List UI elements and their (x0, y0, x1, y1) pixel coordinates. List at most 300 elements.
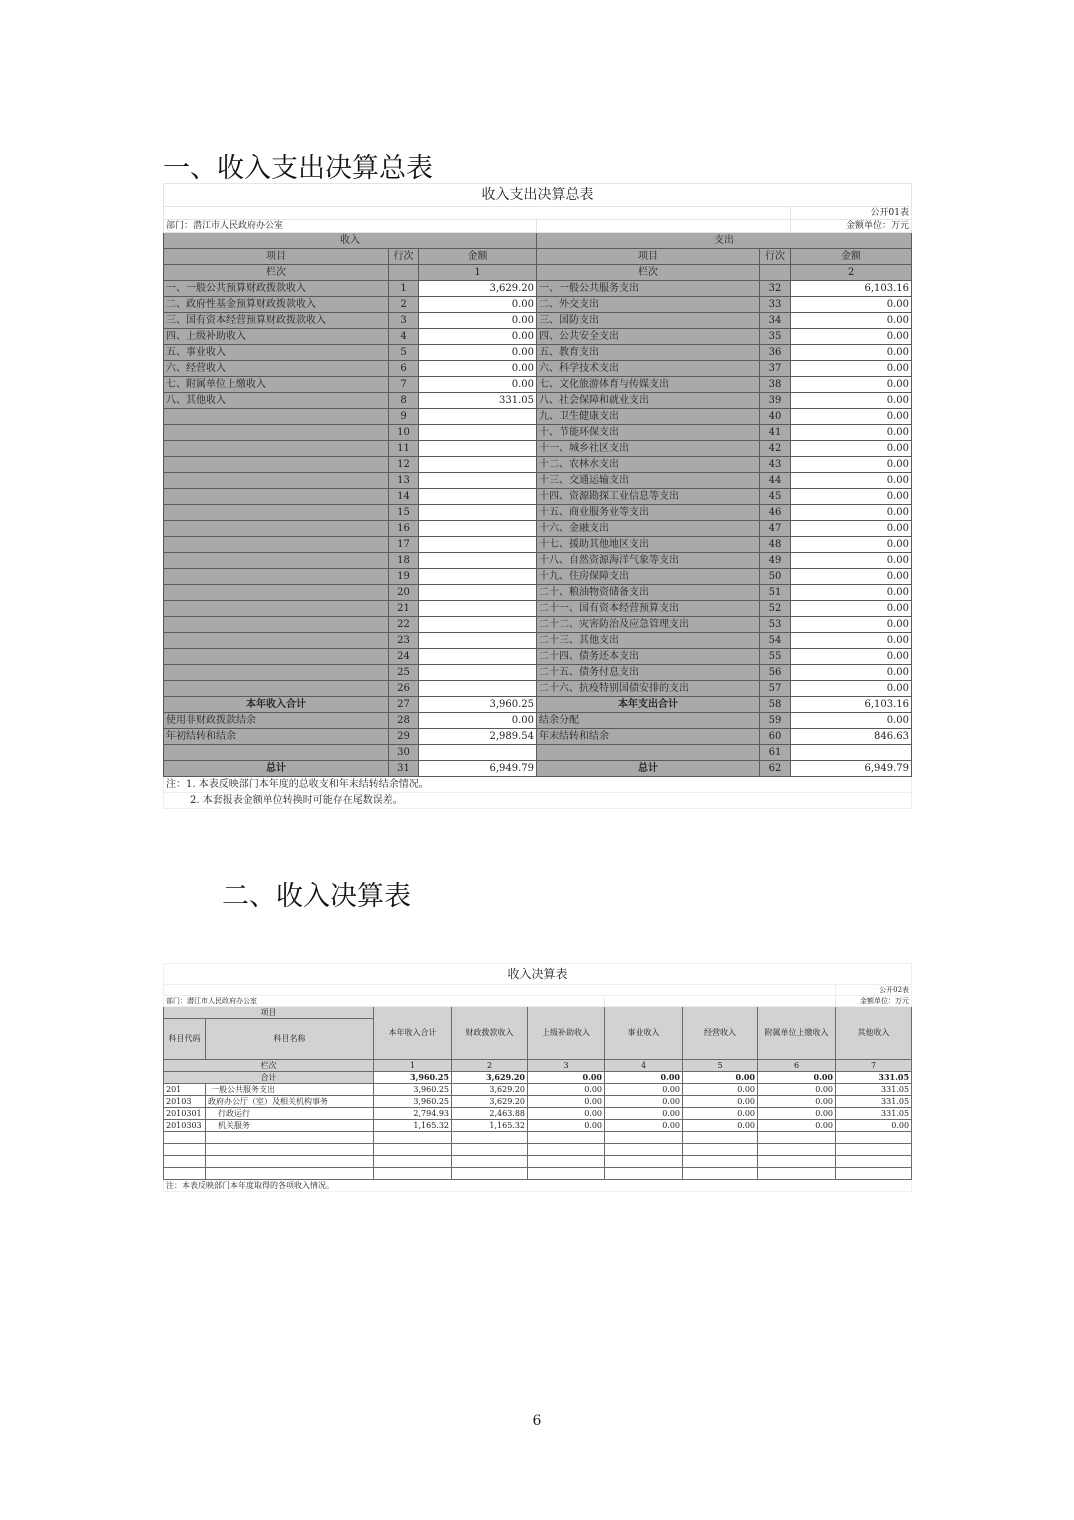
income-item (164, 585, 389, 601)
row-number: 11 (389, 441, 419, 457)
summary-row (164, 377, 912, 393)
expense-total-label: 本年支出合计 (537, 697, 760, 713)
subject-code: 201 (164, 1084, 206, 1096)
row-number: 5 (389, 345, 419, 361)
table1-department: 部门：潜江市人民政府办公室 (164, 220, 537, 233)
table1-unit: 金额单位：万元 (791, 220, 912, 233)
income-amount (419, 617, 537, 633)
row-number: 22 (389, 617, 419, 633)
subject-code: 20103 (164, 1096, 206, 1108)
row-number: 24 (389, 649, 419, 665)
table1-note2: 2. 本套报表金额单位转换时可能存在尾数误差。 (164, 793, 912, 809)
summary-row (164, 569, 912, 585)
expense-item: 二十、粮油物资储备支出 (537, 585, 760, 601)
income-item (164, 473, 389, 489)
income-header: 收入 (164, 233, 537, 249)
income-item (164, 505, 389, 521)
income-value: 0.00 (758, 1084, 836, 1096)
table2-lanci: 栏次 (164, 1060, 374, 1072)
row-number: 55 (760, 649, 791, 665)
income-total-value: 3,960.25 (419, 697, 537, 713)
summary-row (164, 617, 912, 633)
expense-amount: 0.00 (791, 489, 912, 505)
summary-row (164, 329, 912, 345)
income-value: 0.00 (683, 1084, 758, 1096)
income-item: 三、国有资本经营预算财政拨款收入 (164, 313, 389, 329)
row-number: 57 (760, 681, 791, 697)
table2-title: 收入决算表 (164, 964, 912, 985)
income-value: 0.00 (528, 1120, 605, 1132)
income-amount: 0.00 (419, 361, 537, 377)
table2-header-col: 事业收入 (605, 1007, 683, 1060)
total-value: 0.00 (683, 1072, 758, 1084)
expense-item: 四、公共安全支出 (537, 329, 760, 345)
total-value: 3,629.20 (452, 1072, 528, 1084)
income-item (164, 521, 389, 537)
row-number: 43 (760, 457, 791, 473)
expense-amount: 0.00 (791, 441, 912, 457)
income-amount (419, 537, 537, 553)
row-number: 40 (760, 409, 791, 425)
income-amount (419, 665, 537, 681)
summary-row (164, 425, 912, 441)
summary-row (164, 553, 912, 569)
income-value: 0.00 (758, 1108, 836, 1120)
row-number: 7 (389, 377, 419, 393)
income-amount (419, 569, 537, 585)
col-number: 4 (605, 1060, 683, 1072)
expense-amount: 6,103.16 (791, 281, 912, 297)
expense-lanci: 栏次 (537, 265, 760, 281)
summary-row (164, 537, 912, 553)
row-number: 8 (389, 393, 419, 409)
income-value: 331.05 (836, 1108, 912, 1120)
income-item: 七、附属单位上缴收入 (164, 377, 389, 393)
income-amount (419, 601, 537, 617)
grand-expense-value: 6,949.79 (791, 761, 912, 777)
summary-row (164, 345, 912, 361)
income-statement-table (163, 963, 912, 1192)
expense-amount: 0.00 (791, 649, 912, 665)
row-number: 34 (760, 313, 791, 329)
row-number: 50 (760, 569, 791, 585)
income-value: 0.00 (683, 1108, 758, 1120)
expense-item: 十二、农林水支出 (537, 457, 760, 473)
expense-item: 十四、资源勘探工业信息等支出 (537, 489, 760, 505)
row-number: 27 (389, 697, 419, 713)
table2-header-col: 附属单位上缴收入 (758, 1007, 836, 1060)
row-number: 13 (389, 473, 419, 489)
expense-total-value: 6,103.16 (791, 697, 912, 713)
row-number: 33 (760, 297, 791, 313)
income-value: 0.00 (605, 1120, 683, 1132)
row-number: 44 (760, 473, 791, 489)
summary-row (164, 441, 912, 457)
income-amount (419, 457, 537, 473)
subject-name: 政府办公厅（室）及相关机构事务 (206, 1096, 374, 1108)
income-amount (419, 425, 537, 441)
expense-amount: 0.00 (791, 329, 912, 345)
income-row (164, 1108, 912, 1120)
row-number: 42 (760, 441, 791, 457)
expense-header: 支出 (537, 233, 912, 249)
expense-item: 二十五、债务付息支出 (537, 665, 760, 681)
income-col-rank: 行次 (389, 249, 419, 265)
summary-row (164, 281, 912, 297)
section1-title: 一、收入支出决算总表 (163, 153, 433, 184)
expense-amount: 0.00 (791, 361, 912, 377)
income-amount (419, 505, 537, 521)
expense-amount: 0.00 (791, 377, 912, 393)
row-number: 52 (760, 601, 791, 617)
expense-amount: 0.00 (791, 457, 912, 473)
expense-item: 十九、住房保障支出 (537, 569, 760, 585)
row-number: 2 (389, 297, 419, 313)
income-amount (419, 585, 537, 601)
summary-row (164, 297, 912, 313)
expense-amount: 0.00 (791, 425, 912, 441)
income-item (164, 425, 389, 441)
income-amount: 0.00 (419, 297, 537, 313)
income-amount: 3,629.20 (419, 281, 537, 297)
row-number: 14 (389, 489, 419, 505)
income-value: 0.00 (528, 1108, 605, 1120)
income-amount (419, 441, 537, 457)
summary-row (164, 361, 912, 377)
table1-title: 收入支出决算总表 (164, 184, 912, 207)
row28-value: 0.00 (419, 713, 537, 729)
total-value: 0.00 (528, 1072, 605, 1084)
expense-item: 三、国防支出 (537, 313, 760, 329)
row-number: 37 (760, 361, 791, 377)
expense-amount: 0.00 (791, 473, 912, 489)
income-item: 八、其他收入 (164, 393, 389, 409)
summary-row (164, 409, 912, 425)
summary-row (164, 665, 912, 681)
income-value: 0.00 (528, 1096, 605, 1108)
income-value: 3,960.25 (374, 1096, 452, 1108)
expense-item: 七、文化旅游体育与传媒支出 (537, 377, 760, 393)
income-amount: 0.00 (419, 377, 537, 393)
income-value: 0.00 (683, 1120, 758, 1132)
row-number: 39 (760, 393, 791, 409)
income-value: 1,165.32 (452, 1120, 528, 1132)
expense-item: 五、教育支出 (537, 345, 760, 361)
expense-col-amount: 金额 (791, 249, 912, 265)
row59-label: 结余分配 (537, 713, 760, 729)
income-amount (419, 649, 537, 665)
income-value: 1,165.32 (374, 1120, 452, 1132)
row-number: 29 (389, 729, 419, 745)
row-number: 21 (389, 601, 419, 617)
table2-department: 部门：潜江市人民政府办公室 (164, 996, 605, 1007)
income-item (164, 537, 389, 553)
income-value: 3,629.20 (452, 1096, 528, 1108)
income-item (164, 569, 389, 585)
income-total-label: 本年收入合计 (164, 697, 389, 713)
row-number: 58 (760, 697, 791, 713)
expense-item: 十一、城乡社区支出 (537, 441, 760, 457)
income-value: 331.05 (836, 1096, 912, 1108)
row-number: 20 (389, 585, 419, 601)
income-amount (419, 489, 537, 505)
grand-total-label: 总计 (164, 761, 389, 777)
col-number: 1 (374, 1060, 452, 1072)
summary-row (164, 681, 912, 697)
income-value: 2,794.93 (374, 1108, 452, 1120)
expense-item: 九、卫生健康支出 (537, 409, 760, 425)
grand-income-value: 6,949.79 (419, 761, 537, 777)
col-number: 7 (836, 1060, 912, 1072)
summary-row (164, 457, 912, 473)
summary-row (164, 633, 912, 649)
row-number: 30 (389, 745, 419, 761)
expense-item: 十、节能环保支出 (537, 425, 760, 441)
expense-amount: 0.00 (791, 617, 912, 633)
income-amount: 331.05 (419, 393, 537, 409)
subject-name: 行政运行 (206, 1108, 374, 1120)
expense-item: 一、一般公共服务支出 (537, 281, 760, 297)
expense-item: 八、社会保障和就业支出 (537, 393, 760, 409)
row-number: 12 (389, 457, 419, 473)
row-number: 47 (760, 521, 791, 537)
row-number: 4 (389, 329, 419, 345)
subject-code: 2010303 (164, 1120, 206, 1132)
income-item (164, 617, 389, 633)
row28-label: 使用非财政拨款结余 (164, 713, 389, 729)
income-item (164, 633, 389, 649)
income-value: 0.00 (605, 1096, 683, 1108)
row-number: 49 (760, 553, 791, 569)
subject-name: 一般公共服务支出 (206, 1084, 374, 1096)
income-value: 0.00 (605, 1108, 683, 1120)
row-number: 48 (760, 537, 791, 553)
row-number: 28 (389, 713, 419, 729)
expense-amount: 0.00 (791, 393, 912, 409)
table2-unit: 金额单位：万元 (836, 996, 912, 1007)
income-item (164, 489, 389, 505)
row-number: 53 (760, 617, 791, 633)
subject-name: 机关服务 (206, 1120, 374, 1132)
table2-total-label: 合计 (164, 1072, 374, 1084)
row-number: 45 (760, 489, 791, 505)
income-row (164, 1084, 912, 1096)
income-amount (419, 409, 537, 425)
col-number: 2 (452, 1060, 528, 1072)
income-value: 3,960.25 (374, 1084, 452, 1096)
total-value: 331.05 (836, 1072, 912, 1084)
row-number: 25 (389, 665, 419, 681)
summary-row (164, 393, 912, 409)
table1-form-code: 公开01表 (791, 207, 912, 220)
income-amount: 0.00 (419, 345, 537, 361)
row29-value: 2,989.54 (419, 729, 537, 745)
table2-header-col: 上级补助收入 (528, 1007, 605, 1060)
income-row (164, 1096, 912, 1108)
expense-amount: 0.00 (791, 633, 912, 649)
row-number: 61 (760, 745, 791, 761)
income-value: 0.00 (758, 1096, 836, 1108)
income-value: 0.00 (758, 1120, 836, 1132)
income-amount (419, 633, 537, 649)
expense-item: 十三、交通运输支出 (537, 473, 760, 489)
row-number: 59 (760, 713, 791, 729)
row-number: 17 (389, 537, 419, 553)
total-value: 0.00 (758, 1072, 836, 1084)
row-number: 3 (389, 313, 419, 329)
table2-header-name: 科目名称 (206, 1019, 374, 1060)
expense-amount: 0.00 (791, 521, 912, 537)
table2-header-col: 经营收入 (683, 1007, 758, 1060)
row-number: 56 (760, 665, 791, 681)
expense-amount: 0.00 (791, 601, 912, 617)
income-col-no: 1 (419, 265, 537, 281)
row-number: 51 (760, 585, 791, 601)
summary-row (164, 505, 912, 521)
row-number: 36 (760, 345, 791, 361)
row-number: 41 (760, 425, 791, 441)
table1-note1: 注：1. 本表反映部门本年度的总收支和年末结转结余情况。 (164, 777, 912, 793)
summary-row (164, 313, 912, 329)
income-value: 3,629.20 (452, 1084, 528, 1096)
income-amount (419, 553, 537, 569)
income-item (164, 441, 389, 457)
summary-row (164, 489, 912, 505)
income-item: 四、上级补助收入 (164, 329, 389, 345)
col-number: 5 (683, 1060, 758, 1072)
income-item (164, 457, 389, 473)
row-number: 19 (389, 569, 419, 585)
table2-header-col: 财政拨款收入 (452, 1007, 528, 1060)
expense-item: 二、外交支出 (537, 297, 760, 313)
expense-amount: 0.00 (791, 665, 912, 681)
row-number: 31 (389, 761, 419, 777)
expense-amount: 0.00 (791, 553, 912, 569)
expense-col-rank: 行次 (760, 249, 791, 265)
row-number: 18 (389, 553, 419, 569)
income-amount (419, 681, 537, 697)
expense-amount: 0.00 (791, 345, 912, 361)
table2-note: 注：本表反映部门本年度取得的各项收入情况。 (164, 1180, 912, 1192)
row-number: 9 (389, 409, 419, 425)
income-item: 一、一般公共预算财政拨款收入 (164, 281, 389, 297)
income-item (164, 553, 389, 569)
row29-label: 年初结转和结余 (164, 729, 389, 745)
income-col-item: 项目 (164, 249, 389, 265)
col-number: 3 (528, 1060, 605, 1072)
summary-row (164, 521, 912, 537)
table2-header-col: 本年收入合计 (374, 1007, 452, 1060)
summary-row (164, 649, 912, 665)
row-number: 1 (389, 281, 419, 297)
summary-row (164, 585, 912, 601)
income-row (164, 1120, 912, 1132)
income-value: 0.00 (683, 1096, 758, 1108)
table2-header-col: 其他收入 (836, 1007, 912, 1060)
income-item (164, 665, 389, 681)
income-item (164, 409, 389, 425)
income-item (164, 681, 389, 697)
row-number: 26 (389, 681, 419, 697)
income-amount: 0.00 (419, 329, 537, 345)
grand-expense-label: 总计 (537, 761, 760, 777)
table2-form-code: 公开02表 (836, 985, 912, 996)
row-number: 6 (389, 361, 419, 377)
income-value: 331.05 (836, 1084, 912, 1096)
row-number: 23 (389, 633, 419, 649)
subject-code: 2010301 (164, 1108, 206, 1120)
row60-value: 846.63 (791, 729, 912, 745)
income-value: 0.00 (605, 1084, 683, 1096)
expense-amount: 0.00 (791, 537, 912, 553)
expense-item: 六、科学技术支出 (537, 361, 760, 377)
table2-header-item: 项目 (164, 1007, 374, 1019)
income-col-amount: 金额 (419, 249, 537, 265)
expense-item: 二十六、抗疫特别国债安排的支出 (537, 681, 760, 697)
row-number: 32 (760, 281, 791, 297)
income-value: 2,463.88 (452, 1108, 528, 1120)
income-item: 五、事业收入 (164, 345, 389, 361)
summary-row (164, 601, 912, 617)
row-number: 62 (760, 761, 791, 777)
income-item: 二、政府性基金预算财政拨款收入 (164, 297, 389, 313)
total-value: 3,960.25 (374, 1072, 452, 1084)
expense-item: 十七、援助其他地区支出 (537, 537, 760, 553)
expense-amount: 0.00 (791, 505, 912, 521)
income-value: 0.00 (836, 1120, 912, 1132)
row-number: 46 (760, 505, 791, 521)
expense-amount: 0.00 (791, 569, 912, 585)
income-item (164, 601, 389, 617)
income-amount: 0.00 (419, 313, 537, 329)
summary-row (164, 473, 912, 489)
expense-amount: 0.00 (791, 313, 912, 329)
income-lanci: 栏次 (164, 265, 389, 281)
expense-item: 二十二、灾害防治及应急管理支出 (537, 617, 760, 633)
row59-value: 0.00 (791, 713, 912, 729)
section2-title: 二、收入决算表 (222, 881, 411, 912)
expense-item: 二十一、国有资本经营预算支出 (537, 601, 760, 617)
total-value: 0.00 (605, 1072, 683, 1084)
expense-amount: 0.00 (791, 681, 912, 697)
expense-item: 二十三、其他支出 (537, 633, 760, 649)
income-item: 六、经营收入 (164, 361, 389, 377)
row-number: 38 (760, 377, 791, 393)
expense-item: 十六、金融支出 (537, 521, 760, 537)
table2-header-code: 科目代码 (164, 1019, 206, 1060)
income-item (164, 649, 389, 665)
expense-item: 二十四、债务还本支出 (537, 649, 760, 665)
row-number: 35 (760, 329, 791, 345)
row-number: 10 (389, 425, 419, 441)
income-value: 0.00 (528, 1084, 605, 1096)
expense-col-no: 2 (791, 265, 912, 281)
page-number: 6 (532, 1413, 542, 1429)
expense-item: 十五、商业服务业等支出 (537, 505, 760, 521)
row-number: 15 (389, 505, 419, 521)
income-expense-summary-table (163, 183, 912, 809)
row-number: 54 (760, 633, 791, 649)
expense-item: 十八、自然资源海洋气象等支出 (537, 553, 760, 569)
expense-col-item: 项目 (537, 249, 760, 265)
row-number: 16 (389, 521, 419, 537)
expense-amount: 0.00 (791, 409, 912, 425)
row60-label: 年末结转和结余 (537, 729, 760, 745)
income-amount (419, 473, 537, 489)
row-number: 60 (760, 729, 791, 745)
income-amount (419, 521, 537, 537)
col-number: 6 (758, 1060, 836, 1072)
